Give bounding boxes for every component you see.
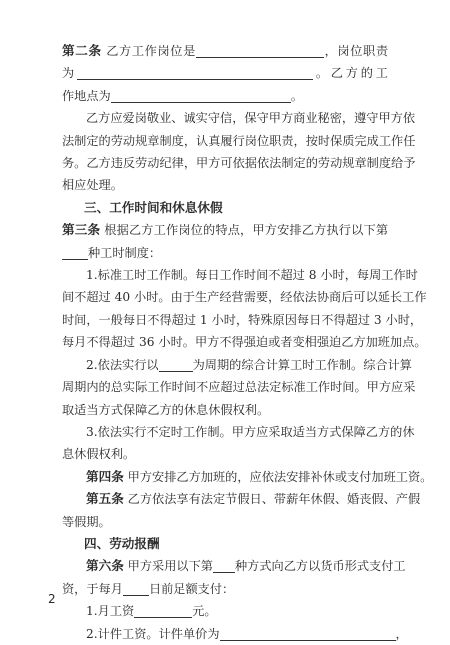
- cycle-period-blank[interactable]: [159, 357, 193, 372]
- work-hour-system-blank[interactable]: [62, 245, 88, 260]
- job-position-blank[interactable]: [196, 43, 324, 58]
- monthly-wage-line: 1.月工资 元。: [86, 604, 217, 619]
- standard-hours-line-3: 时间，一般每日不得超过 1 小时，特殊原因每日不得超过 3 小时，: [62, 312, 423, 327]
- work-location-blank[interactable]: [111, 88, 291, 103]
- comprehensive-hours-line-2: 周期内的总实际工作时间不应超过总法定标准工作时间。甲方应采: [62, 380, 416, 395]
- article-2-line-3: 作地点为 。: [62, 88, 303, 103]
- duty-paragraph-line-4: 相应处理。: [62, 178, 123, 193]
- article-5-label: 第五条: [86, 491, 124, 507]
- article-6-line-2: 资，于每月 日前足额支付：: [62, 581, 235, 596]
- page-number: 2: [48, 592, 56, 606]
- article-2-line-1: 第二条 乙方工作岗位是 ，岗位职责: [62, 43, 389, 58]
- article-3-line-1: 第三条 根据乙方工作岗位的特点，甲方安排乙方执行以下第: [62, 222, 389, 238]
- standard-hours-line-2: 间不超过 40 小时。由于生产经营需要，经依法协商后可以延长工作: [62, 290, 427, 305]
- section-3-heading: 三、工作时间和休息休假: [84, 199, 223, 215]
- piece-wage-line: 2.计件工资。计件单价为 ，: [86, 626, 408, 641]
- duty-paragraph-line-1: 乙方应爱岗敬业、诚实守信，保守甲方商业秘密，遵守甲方依: [86, 111, 416, 126]
- section-4-heading: 四、劳动报酬: [84, 535, 160, 551]
- article-4-label: 第四条: [86, 468, 124, 484]
- monthly-wage-blank[interactable]: [134, 603, 192, 618]
- comprehensive-hours-line-1: 2.依法实行以 为周期的综合计算工时工作制。综合计算: [86, 357, 412, 372]
- job-duty-blank[interactable]: [77, 65, 313, 80]
- article-5-line-2: 等假期。: [62, 514, 111, 529]
- article-6-label: 第六条: [86, 558, 124, 574]
- flexible-hours-line-1: 3.依法实行不定时工作制。甲方应采取适当方式保障乙方的休: [86, 424, 415, 439]
- standard-hours-line-4: 每月不得超过 36 小时。甲方不得强迫或者变相强迫乙方加班加点。: [62, 335, 427, 350]
- article-3-label: 第三条: [62, 222, 101, 238]
- comprehensive-hours-line-3: 取适当方式保障乙方的休息休假权利。: [62, 402, 270, 417]
- piece-rate-blank[interactable]: [220, 626, 396, 641]
- duty-paragraph-line-2: 法制定的劳动规章制度，认真履行岗位职责，按时保质完成工作任: [62, 133, 416, 148]
- article-2-label: 第二条: [62, 43, 102, 58]
- flexible-hours-line-2: 息休假权利。: [62, 447, 136, 462]
- article-6-line-1: 第六条 甲方采用以下第 种方式向乙方以货币形式支付工: [86, 558, 406, 574]
- article-4: 第四条 甲方安排乙方加班的，应依法安排补休或支付加班工资。: [86, 468, 433, 484]
- article-3-line-2: 种工时制度：: [62, 242, 388, 264]
- payment-method-blank[interactable]: [213, 558, 235, 573]
- pay-day-blank[interactable]: [123, 581, 149, 596]
- duty-paragraph-line-3: 务。乙方违反劳动纪律，甲方可依据依法制定的劳动规章制度给予: [62, 156, 416, 171]
- standard-hours-line-1: 1.标准工时工作制。每日工作时间不超过 8 小时，每周工作时: [86, 268, 418, 283]
- article-5-line-1: 第五条 乙方依法享有法定节假日、带薪年休假、婚丧假、产假: [86, 491, 421, 507]
- article-2-line-2: 为 。乙方的工: [62, 66, 388, 81]
